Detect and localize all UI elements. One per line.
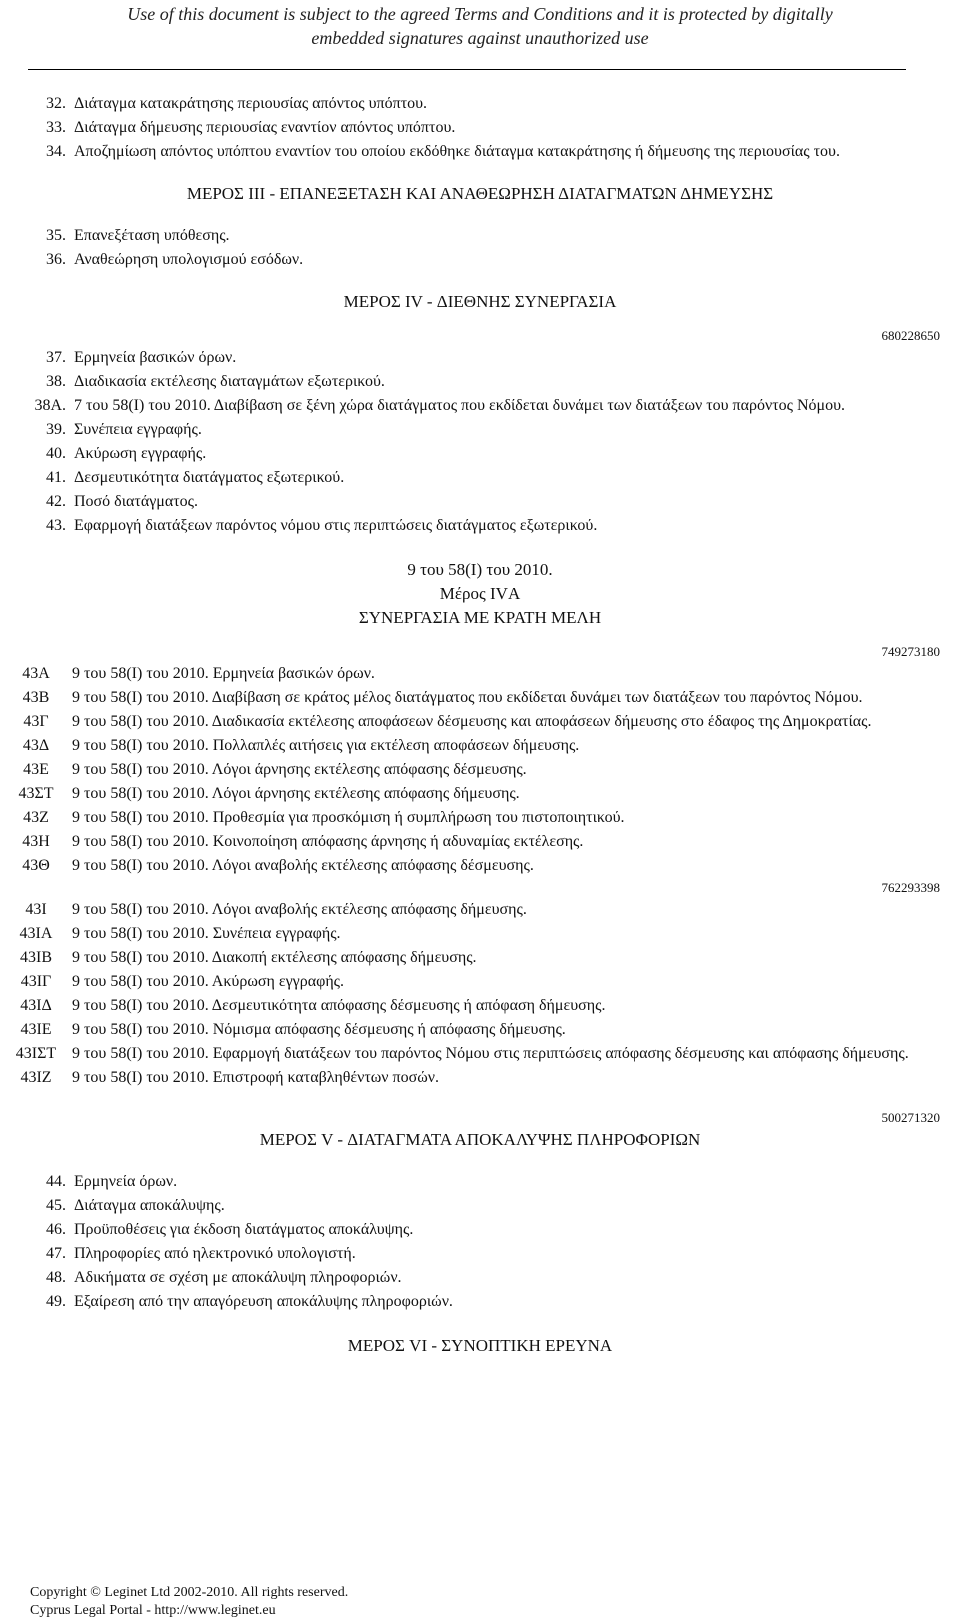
item-number: 43Β <box>22 689 50 706</box>
heading-part-4: ΜΕΡΟΣ IV - ΔΙΕΘΝΗΣ ΣΥΝΕΡΓΑΣΙΑ <box>343 292 617 311</box>
item-number: 48. <box>46 1269 66 1286</box>
item-text: 9 του 58(Ι) του 2010. Ακύρωση εγγραφής. <box>72 973 345 990</box>
item-text: Ερμηνεία όρων. <box>74 1173 178 1190</box>
list-item <box>0 418 960 442</box>
item-number: 41. <box>46 469 66 486</box>
item-text: 9 του 58(Ι) του 2010. Λόγοι αναβολής εκτέλεσης απόφασης δήμευσης. <box>72 901 527 918</box>
item-number: 43Η <box>22 833 50 850</box>
document-reference-number: 500271320 <box>881 1110 940 1125</box>
item-number: 33. <box>46 119 66 136</box>
item-number: 36. <box>46 251 66 268</box>
usage-notice-line1: Use of this document is subject to the agreed Terms and Conditions and it is protected by digitally <box>127 4 833 24</box>
item-text: 9 του 58(Ι) του 2010. Νόμισμα απόφασης δέσμευσης ή απόφασης δήμευσης. <box>72 1021 566 1038</box>
item-text: 9 του 58(Ι) του 2010. Εφαρμογή διατάξεων του παρόντος Νόμου στις περιπτώσεις απόφασης δέσμευσης και απόφασης δήμευσης. <box>72 1045 909 1062</box>
item-text: Διάταγμα αποκάλυψης. <box>74 1197 225 1214</box>
document-body <box>0 92 960 1358</box>
item-number: 43ΙΕ <box>20 1021 52 1038</box>
item-text: Αποζημίωση απόντος υπόπτου εναντίον του οποίου εκδόθηκε διάταγμα κατακράτησης ή δήμευσης της περιουσίας του. <box>74 143 840 160</box>
item-text: 9 του 58(Ι) του 2010. Διαβίβαση σε κράτος μέλος διατάγματος που εκδίδεται δυνάμει των διατάξεων του παρόντος Νόμου. <box>72 689 863 706</box>
item-number: 38. <box>46 373 66 390</box>
list-item <box>0 994 960 1018</box>
list-item <box>0 922 960 946</box>
item-text: 9 του 58(Ι) του 2010. Κοινοποίηση απόφασης άρνησης ή αδυναμίας εκτέλεσης. <box>72 833 584 850</box>
item-number: 43Γ <box>23 713 49 730</box>
list-item <box>0 1266 960 1290</box>
list-item <box>0 782 960 806</box>
list-item <box>0 1170 960 1194</box>
item-text: 9 του 58(Ι) του 2010. Λόγοι άρνησης εκτέλεσης απόφασης δέσμευσης. <box>72 761 527 778</box>
item-text: Ποσό διατάγματος. <box>74 493 199 510</box>
part-4a-title: Μέρος IVΑ <box>439 584 521 603</box>
list-item <box>0 806 960 830</box>
item-text: Διαδικασία εκτέλεσης διαταγμάτων εξωτερικού. <box>74 373 385 390</box>
item-text: Ακύρωση εγγραφής. <box>74 445 207 462</box>
item-number: 43Ζ <box>23 809 49 826</box>
list-item <box>0 662 960 686</box>
item-text: 9 του 58(Ι) του 2010. Λόγοι αναβολής εκτέλεσης απόφασης δέσμευσης. <box>72 857 534 874</box>
item-text: 9 του 58(Ι) του 2010. Πολλαπλές αιτήσεις για εκτέλεση αποφάσεων δήμευσης. <box>72 737 580 754</box>
item-number: 43ΙΣΤ <box>15 1045 57 1062</box>
item-list-part4 <box>0 346 960 538</box>
item-number: 46. <box>46 1221 66 1238</box>
header-divider <box>28 69 906 70</box>
item-number: 42. <box>46 493 66 510</box>
item-text: Επανεξέταση υπόθεσης. <box>74 227 230 244</box>
list-item <box>0 370 960 394</box>
item-number: 43ΙΒ <box>20 949 52 966</box>
item-list-part5 <box>0 1170 960 1314</box>
item-number: 39. <box>46 421 66 438</box>
list-item <box>0 466 960 490</box>
usage-notice-line2: embedded signatures against unauthorized use <box>311 28 649 48</box>
document-reference-number: 762293398 <box>881 880 940 895</box>
item-text: 9 του 58(Ι) του 2010. Διακοπή εκτέλεσης απόφασης δήμευσης. <box>72 949 477 966</box>
item-text: Διάταγμα κατακράτησης περιουσίας απόντος υπόπτου. <box>74 95 428 112</box>
item-number: 35. <box>46 227 66 244</box>
item-number: 43ΙΓ <box>20 973 52 990</box>
heading-part-6: ΜΕΡΟΣ VI - ΣΥΝΟΠΤΙΚΗ ΕΡΕΥΝΑ <box>347 1336 613 1355</box>
item-number: 34. <box>46 143 66 160</box>
item-list-part3 <box>0 224 960 272</box>
part-4a-amendment: 9 του 58(Ι) του 2010. <box>407 560 553 579</box>
item-text: 9 του 58(Ι) του 2010. Δεσμευτικότητα απόφασης δέσμευσης ή απόφαση δήμευσης. <box>72 997 606 1014</box>
list-item <box>0 224 960 248</box>
item-list-part2 <box>0 92 960 164</box>
item-text: 9 του 58(Ι) του 2010. Συνέπεια εγγραφής. <box>72 925 341 942</box>
list-item <box>0 758 960 782</box>
item-number: 37. <box>46 349 66 366</box>
list-item <box>0 946 960 970</box>
list-item <box>0 898 960 922</box>
list-item <box>0 970 960 994</box>
copyright-footer <box>30 1584 348 1620</box>
part-4a-subtitle: ΣΥΝΕΡΓΑΣΙΑ ΜΕ ΚΡΑΤΗ ΜΕΛΗ <box>358 608 602 627</box>
list-item <box>0 854 960 878</box>
item-text: Διάταγμα δήμευσης περιουσίας εναντίον απόντος υπόπτου. <box>74 119 456 136</box>
item-text: 9 του 58(Ι) του 2010. Ερμηνεία βασικών όρων. <box>72 665 375 682</box>
list-item <box>0 1242 960 1266</box>
item-number: 43. <box>46 517 66 534</box>
item-number: 43Ε <box>23 761 49 778</box>
item-number: 43ΙΔ <box>20 997 52 1014</box>
item-text: 9 του 58(Ι) του 2010. Επιστροφή καταβληθέντων ποσών. <box>72 1069 440 1086</box>
list-item <box>0 830 960 854</box>
item-number: 43Α <box>22 665 50 682</box>
item-text: Εφαρμογή διατάξεων παρόντος νόμου στις περιπτώσεις διατάγματος εξωτερικού. <box>74 517 598 534</box>
list-item <box>0 686 960 710</box>
item-text: Ερμηνεία βασικών όρων. <box>74 349 237 366</box>
item-text: 9 του 58(Ι) του 2010. Λόγοι άρνησης εκτέλεσης απόφασης δήμευσης. <box>72 785 520 802</box>
list-item <box>0 1018 960 1042</box>
item-number: 45. <box>46 1197 66 1214</box>
document-reference-number: 749273180 <box>881 644 940 659</box>
list-item <box>0 248 960 272</box>
item-number: 43ΙΖ <box>20 1069 52 1086</box>
heading-part-5: ΜΕΡΟΣ V - ΔΙΑΤΑΓΜΑΤΑ ΑΠΟΚΑΛΥΨΗΣ ΠΛΗΡΟΦΟΡΙΩΝ <box>259 1130 701 1149</box>
list-item <box>0 394 960 418</box>
usage-notice <box>0 2 960 50</box>
item-number: 32. <box>46 95 66 112</box>
item-text: Αδικήματα σε σχέση με αποκάλυψη πληροφοριών. <box>74 1269 402 1286</box>
list-item <box>0 1194 960 1218</box>
item-text: Αναθεώρηση υπολογισμού εσόδων. <box>74 251 304 268</box>
item-text: 9 του 58(Ι) του 2010. Διαδικασία εκτέλεσης αποφάσεων δέσμευσης και αποφάσεων δήμευσης στο έδαφος της Δημοκρατίας. <box>72 713 872 730</box>
item-number: 44. <box>46 1173 66 1190</box>
item-number: 43ΣΤ <box>18 785 54 802</box>
list-item <box>0 1066 960 1090</box>
item-number: 47. <box>46 1245 66 1262</box>
item-number: 43Ι <box>25 901 47 918</box>
list-item <box>0 734 960 758</box>
item-text: 9 του 58(Ι) του 2010. Προθεσμία για προσκόμιση ή συμπλήρωση του πιστοποιητικού. <box>72 809 625 826</box>
list-item <box>0 1042 960 1066</box>
item-number: 43Θ <box>22 857 50 874</box>
portal-line: Cyprus Legal Portal - http://www.leginet.eu <box>30 1603 276 1618</box>
item-number: 43ΙΑ <box>19 925 53 942</box>
item-text: Πληροφορίες από ηλεκτρονικό υπολογιστή. <box>74 1245 356 1262</box>
item-list-part4a-continued <box>0 898 960 1090</box>
list-item <box>0 490 960 514</box>
item-text: Εξαίρεση από την απαγόρευση αποκάλυψης πληροφοριών. <box>74 1293 453 1310</box>
list-item <box>0 92 960 116</box>
item-text: 7 του 58(Ι) του 2010. Διαβίβαση σε ξένη χώρα διατάγματος που εκδίδεται δυνάμει των διατάξεων του παρόντος Νόμου. <box>74 397 846 414</box>
item-text: Προϋποθέσεις για έκδοση διατάγματος αποκάλυψης. <box>74 1221 414 1238</box>
item-text: Συνέπεια εγγραφής. <box>74 421 202 438</box>
item-number: 49. <box>46 1293 66 1310</box>
list-item <box>0 346 960 370</box>
list-item <box>0 1218 960 1242</box>
document-reference-number: 680228650 <box>881 328 940 343</box>
item-list-part4a <box>0 662 960 878</box>
item-number: 38Α. <box>34 397 66 414</box>
copyright-line: Copyright © Leginet Ltd 2002-2010. All rights reserved. <box>30 1585 349 1600</box>
list-item <box>0 514 960 538</box>
item-number: 40. <box>46 445 66 462</box>
list-item <box>0 116 960 140</box>
item-number: 43Δ <box>22 737 50 754</box>
item-text: Δεσμευτικότητα διατάγματος εξωτερικού. <box>74 469 345 486</box>
list-item <box>0 710 960 734</box>
list-item <box>0 140 960 164</box>
heading-part-3: ΜΕΡΟΣ ΙΙΙ - ΕΠΑΝΕΞΕΤΑΣΗ ΚΑΙ ΑΝΑΘΕΩΡΗΣΗ ΔΙΑΤΑΓΜΑΤΩΝ ΔΗΜΕΥΣΗΣ <box>186 184 774 203</box>
list-item <box>0 1290 960 1314</box>
list-item <box>0 442 960 466</box>
